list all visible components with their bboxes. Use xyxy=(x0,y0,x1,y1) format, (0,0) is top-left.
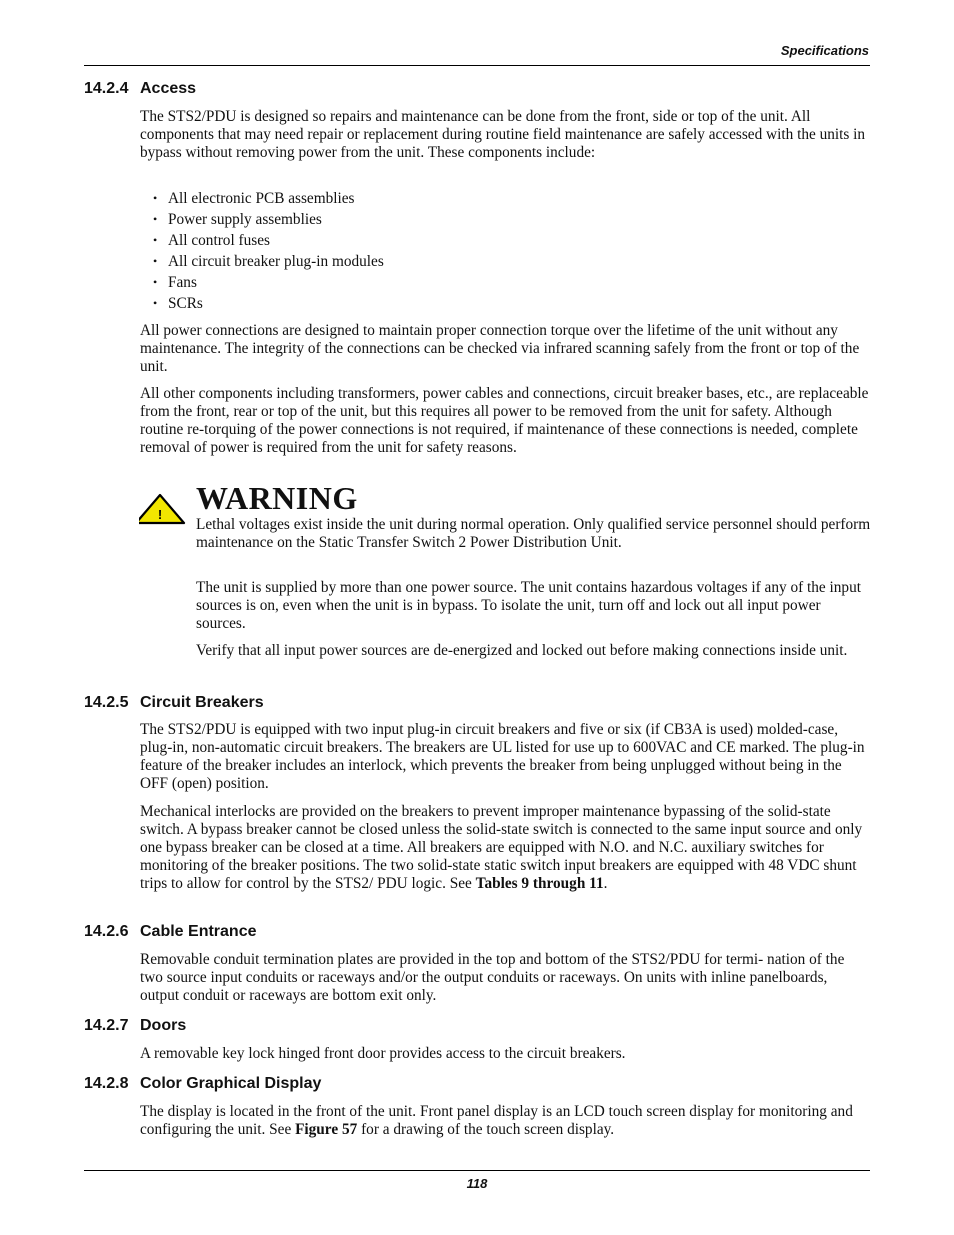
bullet-icon: • xyxy=(153,233,158,247)
section-title: Cable Entrance xyxy=(140,923,257,940)
access-paragraph-2: All power connections are designed to maintain proper connection torque over the lifetime of the unit without any maintenance. The integrity of the connections can be checked via infrared scanning safely from the front or top of the unit. xyxy=(140,322,860,375)
breakers-paragraph-1: The STS2/PDU is equipped with two input plug-in circuit breakers and five or six (if CB3A is used) molded-case, plug-in, non-automatic circuit breakers. The breakers are UL listed for use up to 600VAC and CE marked. The plug-in feature of the breaker includes an interlock, which prevents the breaker from being unplugged without being in the OFF (open) position. xyxy=(140,721,865,792)
bullet-icon: • xyxy=(153,212,158,226)
section-number: 14.2.8 xyxy=(84,1075,129,1092)
footer-rule xyxy=(84,1170,870,1171)
section-number: 14.2.5 xyxy=(84,694,129,711)
section-number: 14.2.7 xyxy=(84,1017,129,1034)
section-heading-cable-entrance xyxy=(84,923,256,941)
bullet-icon: • xyxy=(153,296,158,310)
list-item: • All control fuses xyxy=(153,232,270,249)
section-heading-circuit-breakers xyxy=(84,694,264,712)
section-title: Access xyxy=(140,80,197,97)
bullet-icon: • xyxy=(153,254,158,268)
section-title: Circuit Breakers xyxy=(140,694,264,711)
warning-paragraph-3: Verify that all input power sources are de-energized and locked out before making connections inside unit. xyxy=(196,642,848,659)
figure-reference-link: Figure 57 xyxy=(295,1121,358,1138)
access-intro-paragraph: The STS2/PDU is designed so repairs and maintenance can be done from the front, side or top of the unit. All components that may need repair or replacement during routine field maintenance are safely accessed with the units in bypass without removing power from the unit. These components include: xyxy=(140,108,866,161)
display-paragraph: The display is located in the front of the unit. Front panel display is an LCD touch screen display for monitoring and configuring the unit. See Figure 57 for a drawing of the touch screen display. xyxy=(140,1103,853,1138)
section-title: Color Graphical Display xyxy=(140,1075,322,1092)
section-heading-display xyxy=(84,1075,321,1093)
component-list xyxy=(140,188,840,314)
doors-paragraph: A removable key lock hinged front door provides access to the circuit breakers. xyxy=(140,1045,626,1062)
bullet-icon: • xyxy=(153,191,158,205)
list-item: • SCRs xyxy=(153,295,203,312)
warning-paragraph-1: Lethal voltages exist inside the unit during normal operation. Only qualified service personnel should perform maintenance on the Static Transfer Switch 2 Power Distribution Unit. xyxy=(196,516,871,551)
svg-text:!: ! xyxy=(157,507,163,522)
section-number: 14.2.6 xyxy=(84,923,129,940)
list-item: • Fans xyxy=(153,274,197,291)
list-item: • Power supply assemblies xyxy=(153,211,322,228)
warning-paragraph-2: The unit is supplied by more than one power source. The unit contains hazardous voltages if any of the input sources is on, even when the unit is in bypass. To isolate the unit, turn off and lock out all input power sources. xyxy=(196,579,861,632)
section-title: Doors xyxy=(140,1017,187,1034)
warning-title: WARNING xyxy=(196,480,358,516)
list-item: • All circuit breaker plug-in modules xyxy=(153,253,384,270)
table-reference-link: Tables 9 through 11 xyxy=(475,875,604,892)
section-heading-access xyxy=(84,80,196,98)
list-item: • All electronic PCB assemblies xyxy=(153,190,355,207)
bullet-icon: • xyxy=(153,275,158,289)
section-number: 14.2.4 xyxy=(84,80,129,97)
header-rule xyxy=(84,65,870,66)
running-header: Specifications xyxy=(780,43,869,58)
breakers-paragraph-2: Mechanical interlocks are provided on the breakers to prevent improper maintenance bypassing of the solid-state switch. A bypass breaker cannot be closed unless the solid-state switch is connected to the same input source and only one bypass breaker can be closed at a time. All breakers are equipped with N.O. and N.C. auxiliary switches for monitoring of the breaker positions. The two solid-state static switch input breakers are equipped with 48 VDC shunt trips to allow for control by the STS2/ PDU logic. See Tables 9 through 11. xyxy=(140,803,863,892)
access-paragraph-3: All other components including transformers, power cables and connections, circuit breaker bases, etc., are replaceable from the front, rear or top of the unit, but this requires all power to be removed from the unit for safety. Although routine re-torquing of the power connections is not required, if maintenance of these connections is needed, complete removal of power is required from the unit for safety reasons. xyxy=(140,385,869,456)
section-heading-doors xyxy=(84,1017,186,1035)
page-number: 118 xyxy=(466,1176,488,1191)
cable-paragraph: Removable conduit termination plates are provided in the top and bottom of the STS2/PDU for termi- nation of the two source input conduits or raceways and/or the output conduits or raceways. On units with inline panelboards, output conduit or raceways are bottom exit only. xyxy=(140,951,845,1004)
warning-triangle-icon xyxy=(139,492,187,526)
